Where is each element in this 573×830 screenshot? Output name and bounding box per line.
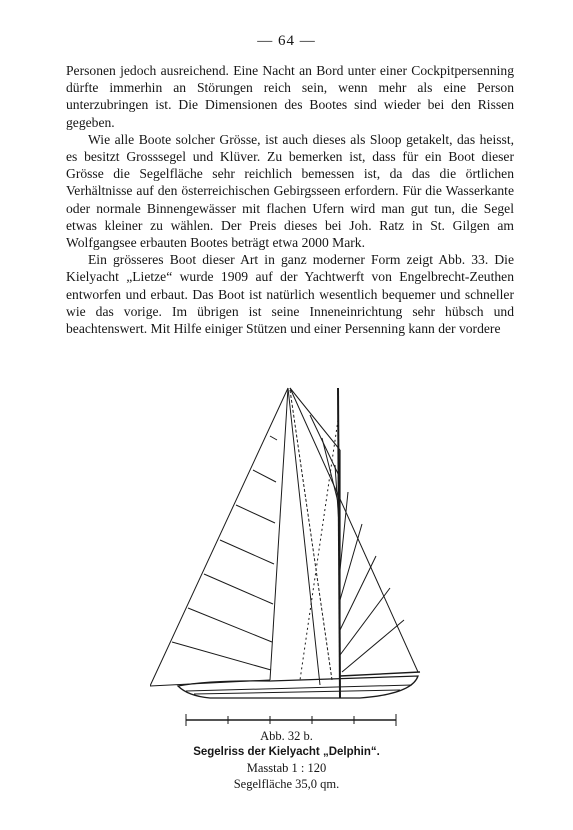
boom xyxy=(340,672,420,676)
figure-caption xyxy=(0,728,573,792)
hull xyxy=(178,676,418,698)
sail-plan-figure xyxy=(150,380,440,730)
paragraph-2: Wie alle Boote solcher Grösse, ist auch dieses als Sloop getakelt, das heisst, es besitzt Grosssegel und Klüver. Zu bemerken ist, dass für ein Boot dieser Grösse die Segelfläche sehr reichlich bemessen ist, da das die örtlichen Verhältnisse auf den österreichischen Gebirgsseen erfordern. Für die Wasserkante oder normale Binnengewässer mit flachen Ufern wird man gut tun, die Segel etwas kleiner zu wählen. Der Preis dieses bei Joh. Ratz in St. Gilgen am Wolfgangsee erbauten Bootes beträgt etwa 2000 Mark. xyxy=(66,131,514,251)
main-leech xyxy=(290,388,418,672)
figure-sail-area: Segelfläche 35,0 qm. xyxy=(233,777,340,791)
figure-number: Abb. 32 b. xyxy=(260,729,313,743)
figure-title: Segelriss der Kielyacht „Delphin“. xyxy=(193,746,380,758)
sail-plan-drawing xyxy=(150,380,440,730)
paragraph-1: Personen jedoch ausreichend. Eine Nacht an Bord unter einer Cockpitpersenning dürfte immerhin an Störungen reich sein, wenn mehr als eine Person unterzubringen ist. Die Dimensionen des Bootes sind wieder bei den Rissen gegeben. xyxy=(66,63,514,130)
jib-leech xyxy=(270,388,288,680)
shroud-a xyxy=(288,388,320,685)
forestay xyxy=(150,388,288,686)
figure-scale: Masstab 1 : 120 xyxy=(246,761,327,775)
page-number: — 64 — xyxy=(257,33,316,49)
body-text xyxy=(66,62,514,337)
paragraph-3: Ein grösseres Boot dieser Art in ganz moderner Form zeigt Abb. 33. Die Kielyacht „Lietze“ wurde 1909 auf der Yachtwerft von Engelbrecht-Zeuthen entworfen und erbaut. Das Boot ist natürlich wesentlich bequemer und schneller wie das vorige. Im übrigen ist seine Inneneinrichtung sehr hübsch und beachtenswert. Mit Hilfe einiger Stützen und einer Persenning kann der vordere xyxy=(66,252,514,337)
